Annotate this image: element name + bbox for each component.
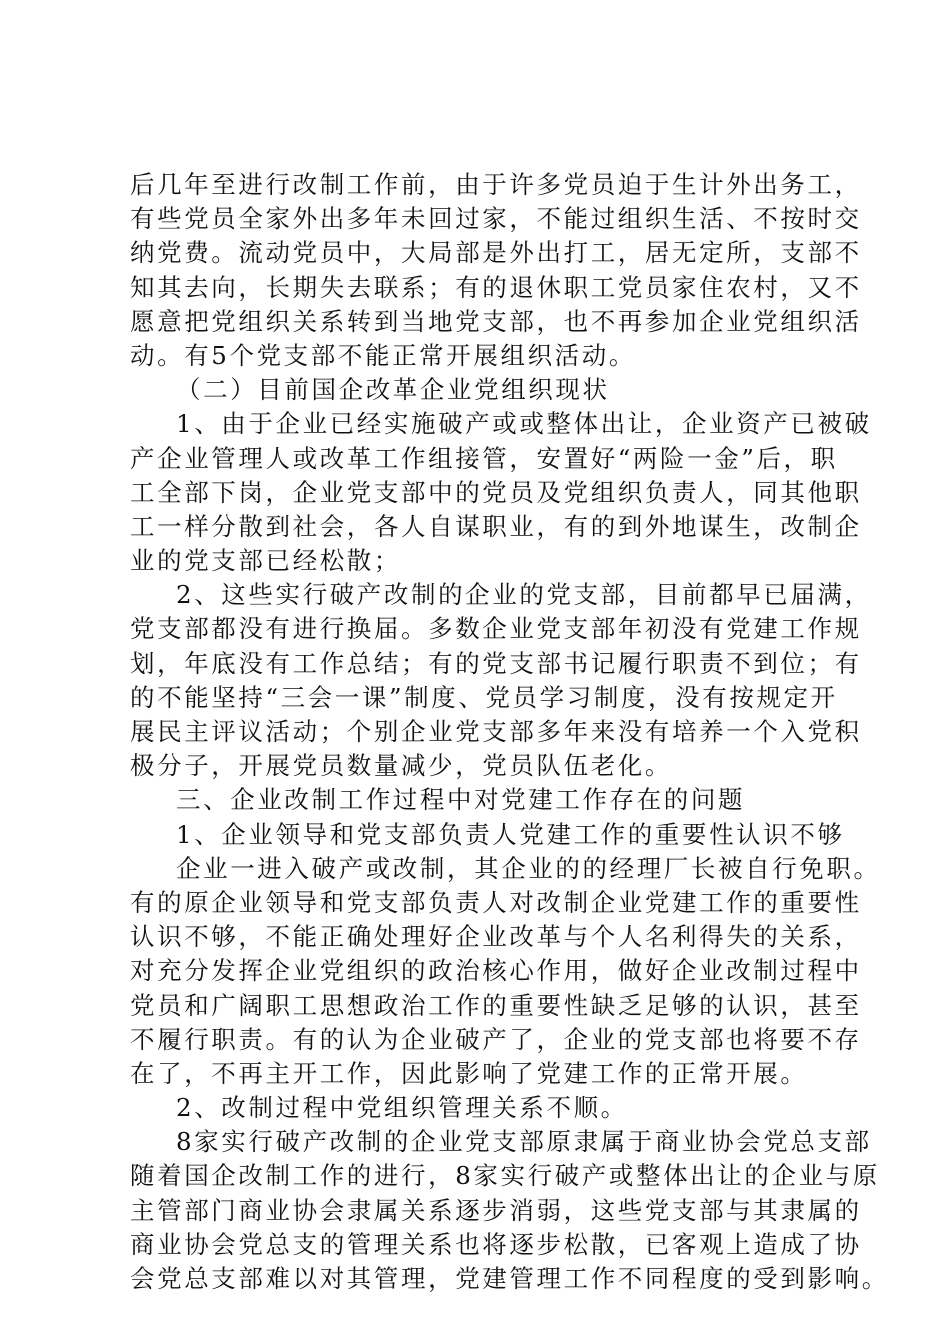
- text-line: 不履行职责。有的认为企业破产了，企业的党支部也将要不存: [130, 1024, 862, 1054]
- text-line: 工全部下岗，企业党支部中的党员及党组织负责人，同其他职: [130, 477, 862, 507]
- text-line: 后几年至进行改制工作前，由于许多党员迫于生计外出务工，: [130, 170, 862, 199]
- text-line: 业的党支部已经松散；: [130, 546, 401, 576]
- text-line: 在了，不再主开工作，因此影响了党建工作的正常开展。: [130, 1058, 808, 1088]
- text-line: 2、这些实行破产改制的企业的党支部，目前都早已届满，: [176, 580, 872, 610]
- text-line: 会党总支部难以对其管理，党建管理工作不同程度的受到影响。: [130, 1264, 889, 1293]
- text-line: 知其去向，长期失去联系；有的退休职工党员家住农村，又不: [130, 272, 862, 302]
- text-line: 党支部都没有进行换届。多数企业党支部年初没有党建工作规: [130, 614, 862, 644]
- text-line: 随着国企改制工作的进行，8家实行破产或整体出让的企业与原: [130, 1161, 880, 1191]
- text-line: 产企业管理人或改革工作组接管，安置好“两险一金”后，职: [130, 443, 838, 473]
- text-line: 企业一进入破产或改制，其企业的的经理厂长被自行免职。: [176, 853, 881, 883]
- text-line: 划，年底没有工作总结；有的党支部书记履行职责不到位；有: [130, 648, 862, 678]
- text-line: 主管部门商业协会隶属关系逐步消弱，这些党支部与其隶属的: [130, 1195, 862, 1225]
- text-line: （二）目前国企改革企业党组织现状: [176, 375, 610, 405]
- text-line: 党员和广阔职工思想政治工作的重要性缺乏足够的认识，甚至: [130, 990, 862, 1020]
- text-line: 的不能坚持“三会一课”制度、党员学习制度，没有按规定开: [130, 682, 838, 712]
- text-line: 极分子，开展党员数量减少，党员队伍老化。: [130, 751, 672, 781]
- text-line: 商业协会党总支的管理关系也将逐步松散，已客观上造成了协: [130, 1229, 862, 1259]
- text-line: 愿意把党组织关系转到当地党支部，也不再参加企业党组织活: [130, 306, 862, 336]
- text-line: 纳党费。流动党员中，大局部是外出打工，居无定所，支部不: [130, 238, 862, 268]
- text-line: 对充分发挥企业党组织的政治核心作用，做好企业改制过程中: [130, 956, 862, 986]
- document-body: [130, 168, 889, 1296]
- text-line: 展民主评议活动；个别企业党支部多年来没有培养一个入党积: [130, 717, 862, 746]
- text-line: 2、改制过程中党组织管理关系不顺。: [176, 1093, 628, 1123]
- text-line: 有些党员全家外出多年未回过家，不能过组织生活、不按时交: [130, 204, 862, 234]
- text-line: 有的原企业领导和党支部负责人对改制企业党建工作的重要性: [130, 887, 862, 917]
- text-line: 1、企业领导和党支部负责人党建工作的重要性认识不够: [176, 819, 845, 849]
- text-line: 1、由于企业已经实施破产或或整体出让，企业资产已被破: [176, 409, 872, 439]
- text-line: 8家实行破产改制的企业党支部原隶属于商业协会党总支部: [176, 1127, 872, 1157]
- text-line: 三、企业改制工作过程中对党建工作存在的问题: [176, 785, 746, 815]
- text-line: 工一样分散到社会，各人自谋职业，有的到外地谋生，改制企: [130, 511, 862, 541]
- text-line: 认识不够，不能正确处理好企业改革与个人名利得失的关系，: [130, 922, 862, 952]
- text-line: 动。有5个党支部不能正常开展组织活动。: [130, 340, 636, 370]
